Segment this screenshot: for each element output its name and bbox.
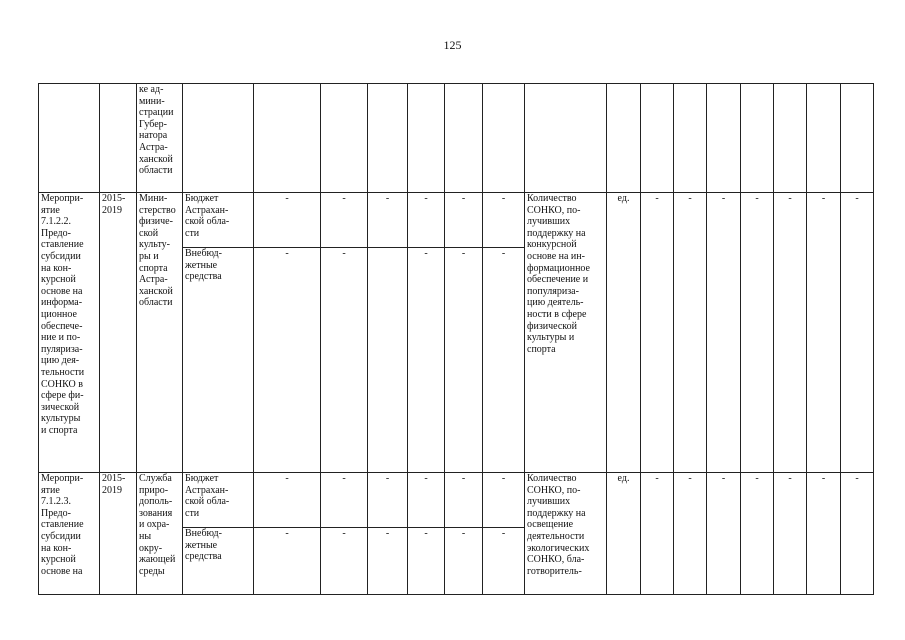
indicator-cell (525, 84, 607, 193)
value-cell: - (254, 248, 321, 473)
funding-source-cell: Бюджет Астрахан- ской обла- сти (183, 193, 254, 248)
value-cell: - (483, 248, 525, 473)
measure-name-cell: Меропри- ятие 7.1.2.3. Предо- ставление субсидии на кон- курсной основе на (39, 473, 100, 595)
indicator-value-cell (807, 84, 841, 193)
indicator-value-cell: - (841, 193, 874, 473)
executor-cell: ке ад- мини- страции Губер- натора Астра- ханской области (137, 84, 183, 193)
table-row-continuation (39, 84, 874, 193)
indicator-value-cell: - (674, 193, 707, 473)
indicator-value-cell (741, 84, 774, 193)
unit-cell: ед. (607, 473, 641, 595)
value-cell: - (408, 193, 445, 248)
value-cell: - (445, 473, 483, 528)
value-cell (368, 248, 408, 473)
page-number: 125 (443, 38, 462, 52)
executor-cell: Мини- стерство физиче- ской культу- ры и спорта Астра- ханской области (137, 193, 183, 473)
period-cell: 2015- 2019 (100, 473, 137, 595)
value-cell: - (483, 193, 525, 248)
value-cell: - (321, 528, 368, 595)
indicator-value-cell: - (841, 473, 874, 595)
value-cell: - (368, 528, 408, 595)
indicator-value-cell: - (774, 193, 807, 473)
source-cell (183, 84, 254, 193)
indicator-value-cell: - (807, 193, 841, 473)
indicator-value-cell: - (641, 473, 674, 595)
value-cell: - (254, 528, 321, 595)
indicator-value-cell: - (707, 473, 741, 595)
indicator-value-cell: - (741, 473, 774, 595)
value-cell: - (408, 528, 445, 595)
indicator-value-cell: - (774, 473, 807, 595)
value-cell: - (321, 473, 368, 528)
value-cell: - (321, 248, 368, 473)
value-cell: - (445, 528, 483, 595)
indicator-value-cell: - (707, 193, 741, 473)
period-cell: 2015- 2019 (100, 193, 137, 473)
value-cell: - (321, 193, 368, 248)
unit-cell (607, 84, 641, 193)
indicator-value-cell (707, 84, 741, 193)
value-cell: - (445, 193, 483, 248)
funding-source-cell: Внебюд- жетные средства (183, 528, 254, 595)
value-cell: - (445, 248, 483, 473)
value-cell: - (254, 473, 321, 528)
table-row (39, 193, 874, 248)
value-cell: - (368, 193, 408, 248)
indicator-value-cell (774, 84, 807, 193)
executor-cell: Служба приро- дополь- зования и охра- ны окру- жающей среды (137, 473, 183, 595)
indicator-value-cell (674, 84, 707, 193)
unit-cell: ед. (607, 193, 641, 473)
table-row (39, 473, 874, 528)
indicator-cell: Количество СОНКО, по- лучивших поддержку на конкурсной основе на ин- формационное обеспечение и популяриза- цию деятель- ности в сфере физической культуры и спорта (525, 193, 607, 473)
indicator-value-cell: - (641, 193, 674, 473)
value-cell (408, 84, 445, 193)
measure-name-cell: Меропри- ятие 7.1.2.2. Предо- ставление субсидии на кон- курсной основе на информа- ционное обеспече- ние и по- пуляриза- цию дея- тельности СОНКО в сфере фи- зической культуры и спорта (39, 193, 100, 473)
value-cell: - (368, 473, 408, 528)
value-cell (368, 84, 408, 193)
value-cell (445, 84, 483, 193)
value-cell: - (408, 473, 445, 528)
program-table (38, 83, 874, 595)
period-cell (100, 84, 137, 193)
value-cell (254, 84, 321, 193)
indicator-value-cell (841, 84, 874, 193)
value-cell (483, 84, 525, 193)
funding-source-cell: Бюджет Астрахан- ской обла- сти (183, 473, 254, 528)
value-cell: - (408, 248, 445, 473)
value-cell: - (254, 193, 321, 248)
indicator-value-cell: - (674, 473, 707, 595)
name-cell (39, 84, 100, 193)
indicator-value-cell: - (741, 193, 774, 473)
indicator-cell: Количество СОНКО, по- лучивших поддержку на освещение деятельности экологических СОНКО, бла- готворитель- (525, 473, 607, 595)
indicator-value-cell (641, 84, 674, 193)
value-cell (321, 84, 368, 193)
value-cell: - (483, 473, 525, 528)
indicator-value-cell: - (807, 473, 841, 595)
value-cell: - (483, 528, 525, 595)
funding-source-cell: Внебюд- жетные средства (183, 248, 254, 473)
